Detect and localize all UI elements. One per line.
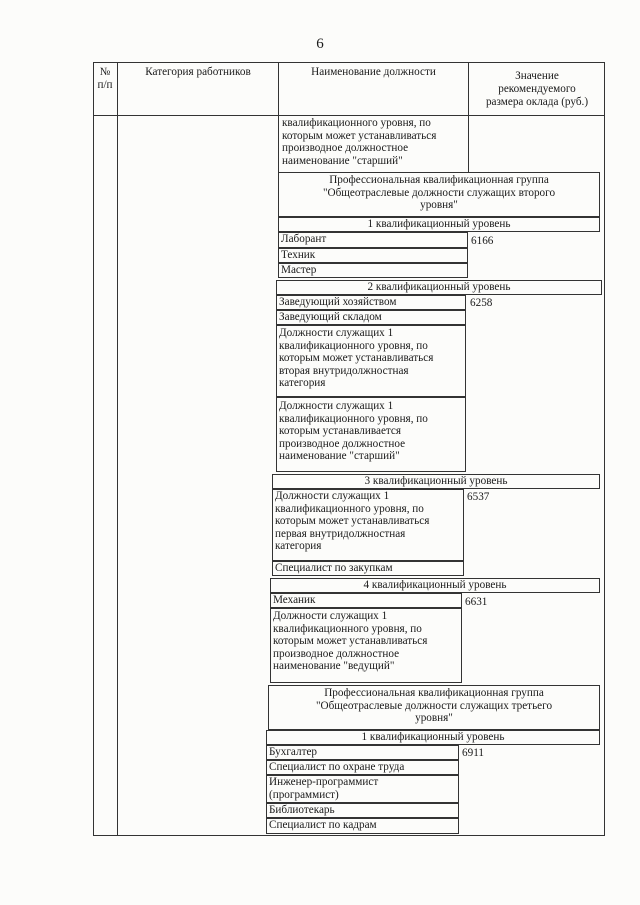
header-bottom-line [117,115,605,116]
pkg2-level4-item-2 [273,610,427,673]
pkg2-level4-item-2-line-1: Должности служащих 1 [273,610,388,622]
pkg2-level2-salary: 6258 [470,297,493,309]
pkg2-level2-item-3-line-2: квалификационного уровня, по [279,339,428,352]
pkg2-level2-item-3-line-3: которым может устанавливаться [279,352,434,365]
continuation-line-4: наименование "старший" [282,154,403,167]
header-position: Наименование должности [311,66,436,78]
pkg2-level3-label: 3 квалификационный уровень [364,475,508,487]
pkg2-level3-item-1-line-4: первая внутридолжностная [275,527,406,540]
header-num [93,66,117,92]
continuation-line-2: которым может устанавливаться [282,129,437,142]
pkg2-level3-item-1-line-5: категория [275,540,322,553]
continuation-line-1: квалификационного уровня, по [282,117,431,129]
pkg2-level4-item-2-line-5: наименование "ведущий" [273,660,395,673]
pkg2-level2-item-4-line-4: производное должностное [279,437,406,450]
pkg2-level2-item-3-line-1: Должности служащих 1 [279,327,394,339]
pkg2-level3-item-1-line-2: квалификационного уровня, по [275,502,424,515]
pkg2-level2-item-4-line-3: которым устанавливается [279,425,402,438]
pkg3-title [268,687,600,725]
pkg2-level2-item-3 [279,327,433,390]
pkg2-level2-item-4-line-1: Должности служащих 1 [279,400,394,412]
pkg3-level1-label: 1 квалификационный уровень [361,731,505,743]
header-num-line-1: № [99,66,111,78]
col-divider-1 [117,62,118,836]
pkg2-level1-item-3: Мастер [281,264,317,276]
pkg2-level2-item-1: Заведующий хозяйством [279,296,397,308]
pkg2-level1-item-2: Техник [281,249,316,261]
pkg3-title-line-3: уровня" [415,712,453,725]
pkg3-level1-salary: 6911 [462,747,484,759]
continuation-line-3: производное должностное [282,142,409,155]
header-category: Категория работников [145,66,251,78]
pkg2-level4-label: 4 квалификационный уровень [363,579,507,591]
pkg3-level1-item-3-line-2: (программист) [269,788,339,801]
pkg2-title-line-3: уровня" [420,199,458,212]
pkg2-level3-item-1-line-3: которым может устанавливаться [275,515,430,528]
page-number: 6 [316,36,324,52]
header-salary-line-3: размера оклада (руб.) [485,96,589,108]
header-salary-line-1: Значение [515,70,559,82]
header-salary-line-2: рекомендуемого [498,83,576,95]
pkg2-level1-salary: 6166 [471,235,494,247]
pkg2-level2-item-2: Заведующий складом [279,311,382,323]
pkg2-level2-label: 2 квалификационный уровень [367,281,511,293]
pkg2-level2-item-3-line-4: вторая внутридолжностная [279,364,409,377]
pkg3-level1-item-1: Бухгалтер [269,746,318,758]
pkg2-level2-item-4 [279,400,428,463]
pkg2-level3-item-2: Специалист по закупкам [275,562,393,574]
pkg3-level1-item-3 [269,776,378,801]
pkg2-level1-item-1: Лаборант [281,233,327,245]
pkg2-level2-item-4-line-2: квалификационного уровня, по [279,412,428,425]
pkg2-title-line-2: "Общеотраслевые должности служащих второго [322,186,556,199]
pkg3-level1-item-2: Специалист по охране труда [269,761,405,773]
pkg3-level1-item-4: Библиотекарь [269,804,335,816]
header-salary [469,70,605,109]
pkg2-level2-item-3-line-5: категория [279,377,326,390]
pkg3-level1-item-5: Специалист по кадрам [269,819,377,831]
pkg2-level3-salary: 6537 [467,491,490,503]
pkg2-title [278,174,600,212]
pkg2-level4-item-2-line-2: квалификационного уровня, по [273,622,422,635]
pkg2-level4-item-2-line-4: производное должностное [273,647,400,660]
continuation-text [282,117,436,167]
pkg2-title-line-1: Профессиональная квалификационная группа [329,174,549,186]
header-bottom-line-num [93,115,117,116]
header-num-line-2: п/п [97,79,113,91]
pkg2-level1-label: 1 квалификационный уровень [367,218,511,230]
pkg2-level4-item-1: Механик [273,594,316,606]
pkg2-level3-item-1-line-1: Должности служащих 1 [275,490,390,502]
pkg3-title-line-1: Профессиональная квалификационная группа [324,687,544,699]
pkg2-level4-salary: 6631 [465,596,488,608]
pkg2-level4-item-2-line-3: которым может устанавливаться [273,635,428,648]
pkg2-level2-item-4-line-5: наименование "старший" [279,450,400,463]
pkg3-title-line-2: "Общеотраслевые должности служащих третьего [315,699,553,712]
pkg3-level1-item-3-line-1: Инженер-программист [269,776,379,788]
pkg2-level3-item-1 [275,490,429,553]
